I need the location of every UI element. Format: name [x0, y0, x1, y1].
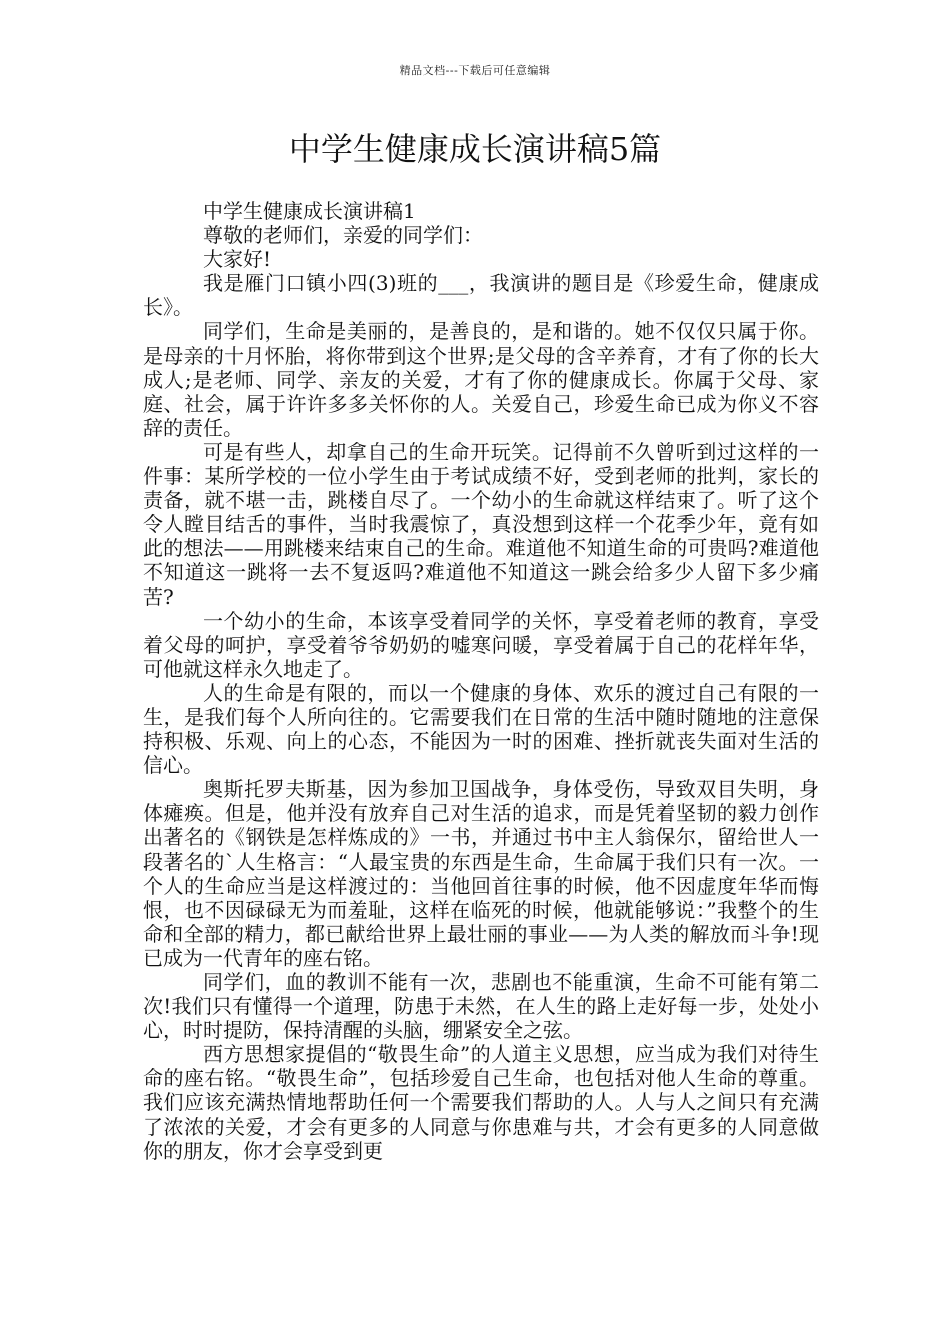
salutation: 尊敬的老师们，亲爱的同学们：: [203, 223, 483, 248]
document-body: [143, 199, 819, 1163]
body-paragraph: 西方思想家提倡的“敬畏生命”的人道主义思想，应当成为我们对待生命的座右铭。“敬畏生命”，包括珍爱自己生命，也包括对他人生命的尊重。我们应该充满热情地帮助任何一个需要我们帮助的人。人与人之间只有充满了浓浓的关爱，才会有更多的人同意与你患难与共，才会有更多的人同意做你的朋友，你才会享受到更: [143, 1042, 819, 1163]
section-heading: 中学生健康成长演讲稿1: [203, 199, 416, 223]
body-paragraph: 人的生命是有限的，而以一个健康的身体、欢乐的渡过自己有限的一生，是我们每个人所向往的。它需要我们在日常的生活中随时随地的注意保持积极、乐观、向上的心态，不能因为一时的困难、挫折就丧失面对生活的信心。: [143, 680, 819, 778]
greeting: 大家好!: [203, 247, 272, 272]
body-paragraph: 一个幼小的生命，本该享受着同学的关怀，享受着老师的教育，享受着父母的呵护，享受着爷爷奶奶的嘘寒问暖，享受着属于自己的花样年华，可他就这样永久地走了。: [143, 608, 819, 681]
intro-paragraph: 我是雁门口镇小四(3)班的___，我演讲的题目是《珍爱生命，健康成长》。: [143, 271, 819, 320]
document-title: 中学生健康成长演讲稿5篇: [288, 130, 662, 168]
body-paragraph: 可是有些人，却拿自己的生命开玩笑。记得前不久曾听到过这样的一件事：某所学校的一位小学生由于考试成绩不好，受到老师的批判，家长的责备，就不堪一击，跳楼自尽了。一个幼小的生命就这样结束了。听了这个令人瞠目结舌的事件，当时我震惊了，真没想到这样一个花季少年，竟有如此的想法——用跳楼来结束自己的生命。难道他不知道生命的可贵吗?难道他不知道这一跳将一去不复返吗?难道他不知道这一跳会给多少人留下多少痛苦?: [143, 439, 819, 609]
body-paragraph: 同学们，血的教训不能有一次，悲剧也不能重演，生命不可能有第二次!我们只有懂得一个道理，防患于未然，在人生的路上走好每一步，处处小心，时时提防，保持清醒的头脑，绷紧安全之弦。: [143, 970, 819, 1043]
body-paragraph: 同学们，生命是美丽的，是善良的，是和谐的。她不仅仅只属于你。是母亲的十月怀胎，将你带到这个世界;是父母的含辛养育，才有了你的长大成人;是老师、同学、亲友的关爱，才有了你的健康成长。你属于父母、家庭、社会，属于许许多多关怀你的人。关爱自己，珍爱生命已成为你义不容辞的责任。: [143, 319, 819, 440]
page-header-note: 精品文档---下载后可任意编辑: [399, 64, 551, 77]
body-paragraph: 奥斯托罗夫斯基，因为参加卫国战争，身体受伤，导致双目失明，身体瘫痪。但是，他并没有放弃自己对生活的追求，而是凭着坚韧的毅力创作出著名的《钢铁是怎样炼成的》一书，并通过书中主人翁保尔，留给世人一段著名的`人生格言：“人最宝贵的东西是生命，生命属于我们只有一次。一个人的生命应当是这样渡过的：当他回首往事的时候，他不因虚度年华而悔恨，也不因碌碌无为而羞耻，这样在临死的时候，他就能够说：”我整个的生命和全部的精力，都已献给世界上最壮丽的事业——为人类的解放而斗争!现已成为一代青年的座右铭。: [143, 777, 819, 970]
